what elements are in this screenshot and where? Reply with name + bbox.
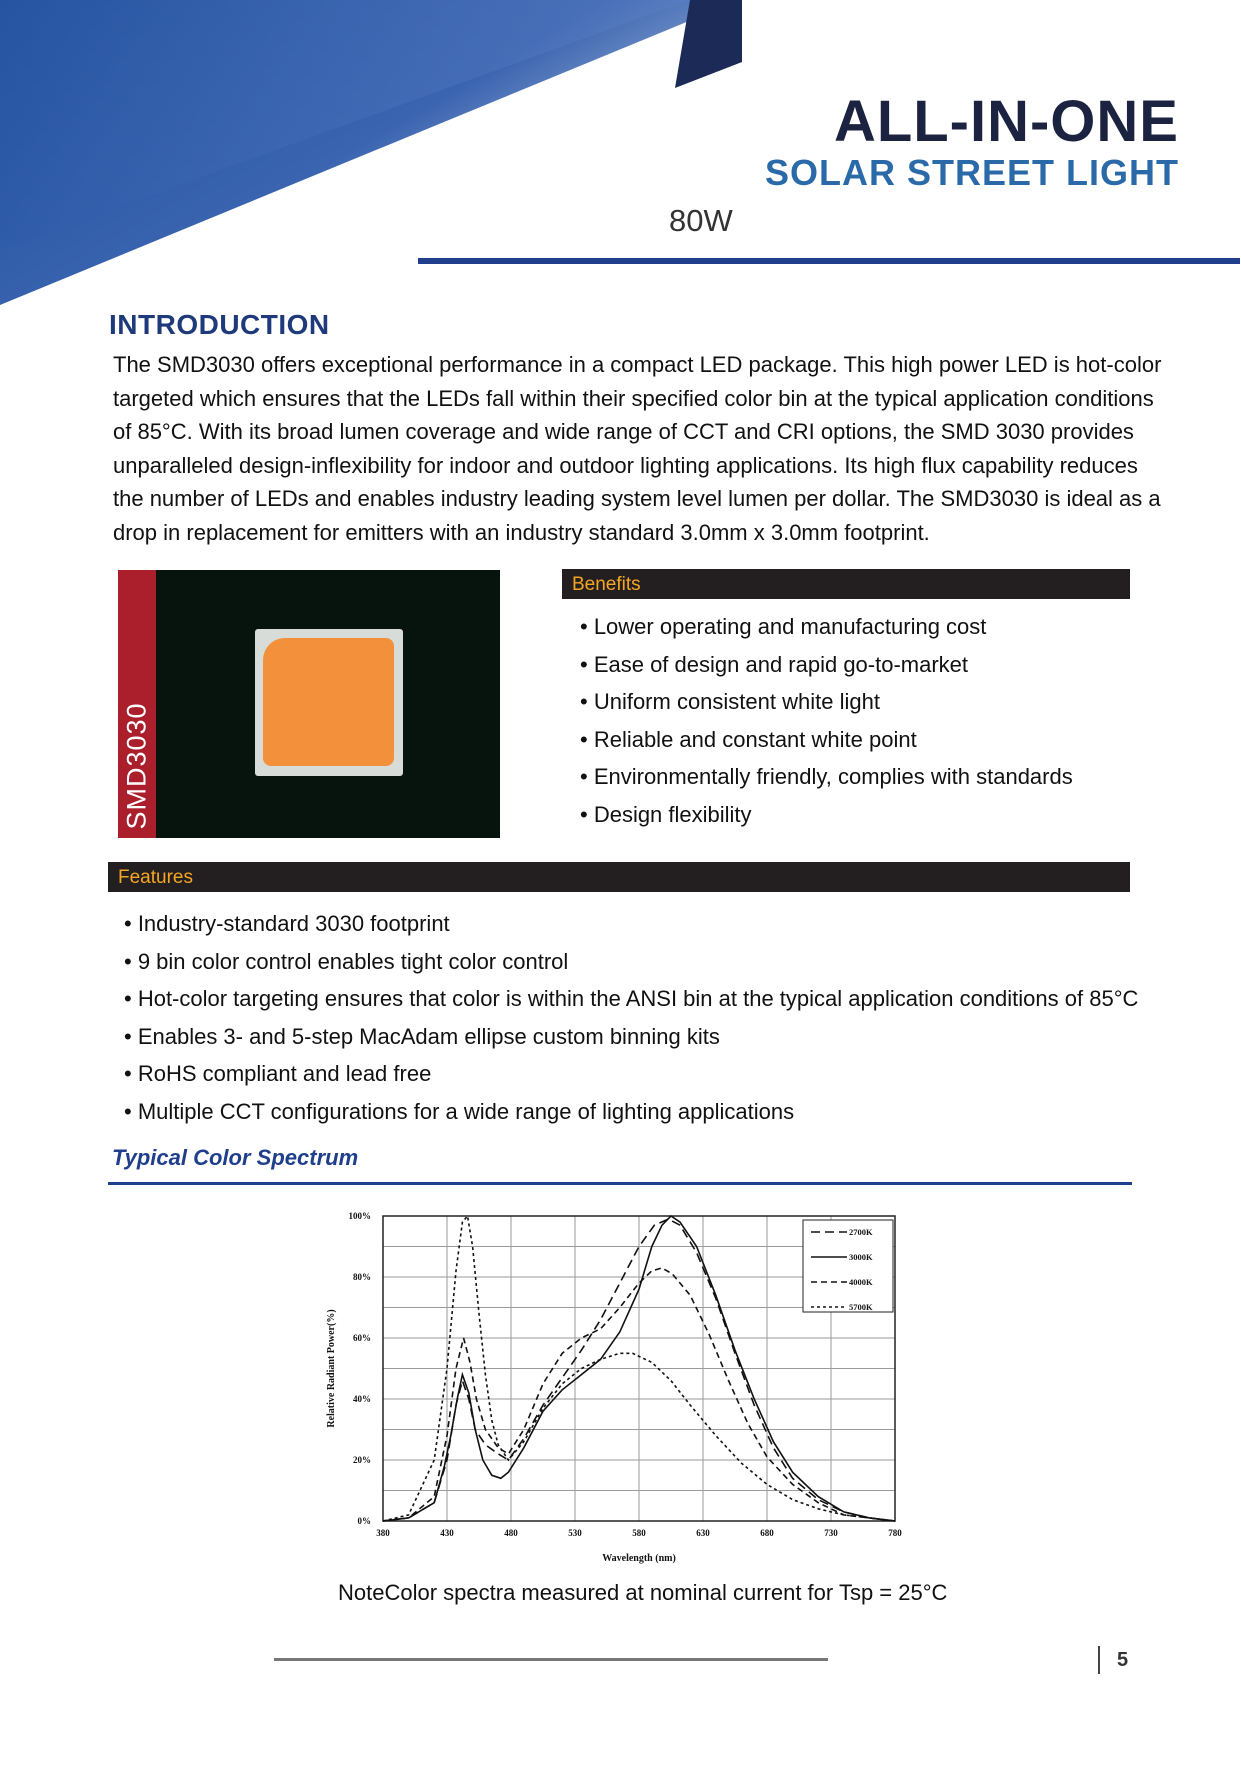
list-item: • Design flexibility bbox=[580, 801, 752, 827]
list-item: • Uniform consistent white light bbox=[580, 689, 880, 714]
y-tick-label: 100% bbox=[348, 1211, 371, 1221]
legend-box bbox=[803, 1220, 893, 1312]
list-item: • 9 bin color control enables tight color control bbox=[124, 948, 569, 974]
list-item: • Reliable and constant white point bbox=[580, 726, 917, 752]
list-item: • Enables 3- and 5-step MacAdam ellipse custom binning kits bbox=[124, 1023, 720, 1049]
y-tick-label: 0% bbox=[357, 1516, 371, 1526]
list-item: • RoHS compliant and lead free bbox=[124, 1061, 432, 1086]
intro-line: unparalleled design-inflexibility for indoor and outdoor lighting applications. Its high flux capability reduces bbox=[113, 452, 1138, 478]
y-tick-label: 60% bbox=[353, 1333, 371, 1343]
x-tick-label: 380 bbox=[376, 1528, 390, 1538]
list-item: • Lower operating and manufacturing cost bbox=[580, 614, 987, 639]
header-rule bbox=[418, 258, 1240, 264]
introduction-text bbox=[113, 348, 1241, 550]
title-sub: SOLAR STREET LIGHT bbox=[765, 152, 1179, 193]
intro-line: The SMD3030 offers exceptional performance in a compact LED package. This high power LED is hot-color bbox=[113, 352, 1162, 377]
y-tick-label: 40% bbox=[353, 1394, 371, 1404]
legend-label: 3000K bbox=[849, 1252, 873, 1262]
chart-legend bbox=[803, 1220, 893, 1312]
features-heading: Features bbox=[108, 862, 1130, 892]
legend-label: 5700K bbox=[849, 1302, 873, 1312]
intro-line: targeted which ensures that the LEDs fall within their specified color bin at the typical application conditions bbox=[113, 385, 1154, 411]
legend-label: 2700K bbox=[849, 1227, 873, 1237]
benefits-heading: Benefits bbox=[562, 569, 1130, 599]
footer-rule bbox=[274, 1658, 828, 1661]
x-tick-label: 680 bbox=[760, 1528, 774, 1538]
y-tick-label: 20% bbox=[353, 1455, 371, 1465]
y-tick-label: 80% bbox=[353, 1272, 371, 1282]
x-tick-label: 630 bbox=[696, 1528, 710, 1538]
spectrum-note: NoteColor spectra measured at nominal current for Tsp = 25°C bbox=[338, 1580, 948, 1605]
intro-line: of 85°C. With its broad lumen coverage and wide range of CCT and CRI options, the SMD 3030 provides bbox=[113, 419, 1134, 445]
features-list bbox=[124, 911, 1138, 1136]
power-rating: 80W bbox=[669, 203, 733, 238]
intro-line: the number of LEDs and enables industry leading system level lumen per dollar. The SMD3030 is ideal as a bbox=[113, 486, 1161, 512]
list-item: • Hot-color targeting ensures that color is within the ANSI bin at the typical application conditions of 85°C bbox=[124, 986, 1139, 1011]
x-tick-label: 580 bbox=[632, 1528, 646, 1538]
introduction-heading: INTRODUCTION bbox=[109, 309, 330, 340]
list-item: • Ease of design and rapid go-to-market bbox=[580, 651, 969, 677]
product-image bbox=[118, 570, 500, 838]
spectrum-heading: Typical Color Spectrum bbox=[112, 1145, 359, 1170]
product-label: SMD3030 bbox=[121, 702, 152, 830]
footer-separator bbox=[1098, 1646, 1100, 1674]
y-axis-label: Relative Radiant Power(%) bbox=[326, 1309, 337, 1428]
list-item: • Industry-standard 3030 footprint bbox=[124, 911, 450, 936]
header-graphic bbox=[0, 0, 760, 320]
list-item: • Environmentally friendly, complies with standards bbox=[580, 764, 1073, 789]
list-item: • Multiple CCT configurations for a wide range of lighting applications bbox=[124, 1098, 795, 1124]
spectrum-rule bbox=[108, 1182, 1132, 1185]
led-chip bbox=[263, 638, 394, 766]
x-tick-label: 430 bbox=[440, 1528, 454, 1538]
x-tick-label: 530 bbox=[568, 1528, 582, 1538]
intro-line: drop in replacement for emitters with an industry standard 3.0mm x 3.0mm footprint. bbox=[113, 519, 930, 545]
title-main: ALL-IN-ONE bbox=[833, 89, 1179, 154]
legend-label: 4000K bbox=[849, 1277, 873, 1287]
x-tick-label: 780 bbox=[888, 1528, 902, 1538]
x-tick-label: 480 bbox=[504, 1528, 518, 1538]
page-number: 5 bbox=[1117, 1649, 1129, 1671]
x-axis-label: Wavelength (nm) bbox=[602, 1553, 676, 1564]
benefits-list bbox=[580, 614, 1073, 839]
x-tick-label: 730 bbox=[824, 1528, 838, 1538]
spectrum-chart bbox=[320, 1208, 920, 1568]
